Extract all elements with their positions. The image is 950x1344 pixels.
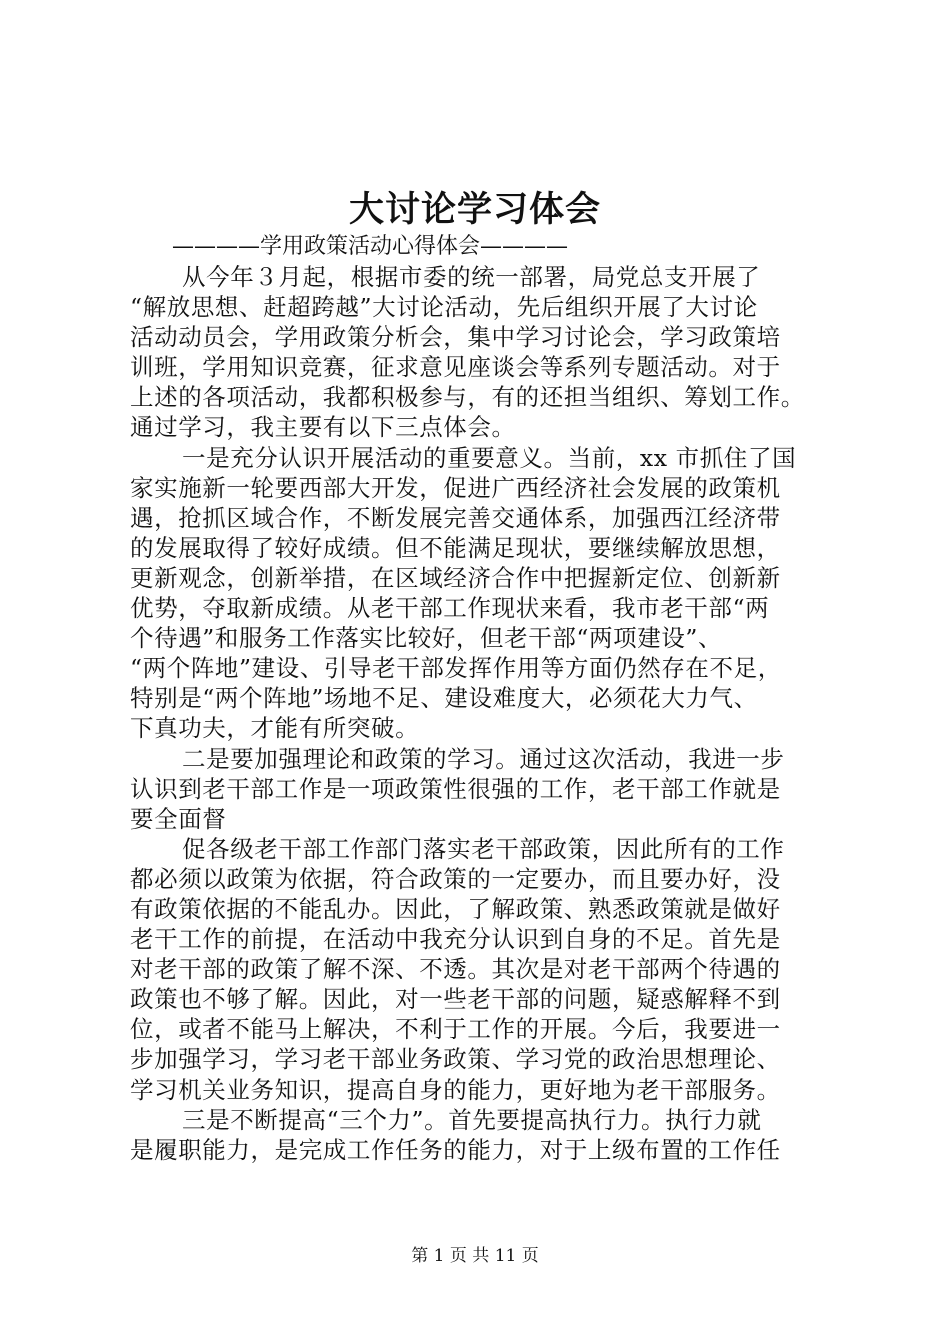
body-line: 对老干部的政策了解不深、不透。其次是对老干部两个待遇的: [130, 955, 781, 984]
document-subtitle: ————学用政策活动心得体会————: [172, 234, 569, 259]
body-line: 遇，抢抓区域合作，不断发展完善交通体系，加强西江经济带: [130, 503, 781, 532]
body-line: 通过学习，我主要有以下三点体会。: [130, 413, 516, 442]
body-line: 位，或者不能马上解决，不利于工作的开展。今后，我要进一: [130, 1015, 781, 1044]
body-line: 三是不断提高“三个力”。首先要提高执行力。执行力就: [182, 1105, 762, 1134]
body-line: 老干工作的前提，在活动中我充分认识到自身的不足。首先是: [130, 925, 781, 954]
body-line: “两个阵地”建设、引导老干部发挥作用等方面仍然存在不足，: [130, 654, 782, 683]
body-line: 下真功夫，才能有所突破。: [130, 714, 420, 743]
body-line: 要全面督: [130, 804, 227, 833]
body-line: 个待遇”和服务工作落实比较好，但老干部“两项建设”、: [130, 624, 723, 653]
body-line: 步加强学习，学习老干部业务政策、学习党的政治思想理论、: [130, 1045, 781, 1074]
body-line: 学习机关业务知识，提高自身的能力，更好地为老干部服务。: [130, 1075, 781, 1104]
page-footer: 第 1 页 共 11 页: [411, 1246, 539, 1266]
body-line: 从今年３月起，根据市委的统一部署，局党总支开展了: [182, 263, 761, 291]
document-title: 大讨论学习体会: [348, 189, 601, 230]
body-line: 优势，夺取新成绩。从老干部工作现状来看，我市老干部“两: [130, 594, 770, 623]
body-line: 上述的各项活动，我都积极参与，有的还担当组织、筹划工作。: [130, 383, 805, 412]
body-line: 促各级老干部工作部门落实老干部政策，因此所有的工作: [182, 834, 785, 863]
body-line: 政策也不够了解。因此，对一些老干部的问题，疑惑解释不到: [130, 985, 781, 1014]
body-line: 是履职能力，是完成工作任务的能力，对于上级布置的工作任: [130, 1135, 781, 1164]
body-line: 更新观念，创新举措，在区域经济合作中把握新定位、创新新: [130, 563, 781, 592]
body-line: “解放思想、赶超跨越”大讨论活动，先后组织开展了大讨论: [130, 293, 758, 322]
body-line: 认识到老干部工作是一项政策性很强的工作，老干部工作就是: [130, 774, 781, 803]
body-line: 有政策依据的不能乱办。因此，了解政策、熟悉政策就是做好: [130, 894, 781, 923]
body-line: 家实施新一轮要西部大开发，促进广西经济社会发展的政策机: [130, 473, 781, 502]
body-line: 二是要加强理论和政策的学习。通过这次活动，我进一步: [182, 744, 785, 773]
body-line: 训班，学用知识竞赛，征求意见座谈会等系列专题活动。对于: [130, 353, 781, 382]
document-body: [130, 262, 850, 1165]
body-line: 活动动员会，学用政策分析会，集中学习讨论会，学习政策培: [130, 323, 781, 352]
body-line: 一是充分认识开展活动的重要意义。当前，xx 市抓住了国: [182, 443, 797, 472]
body-line: 都必须以政策为依据，符合政策的一定要办，而且要办好，没: [130, 864, 781, 893]
body-line: 特别是“两个阵地”场地不足、建设难度大，必须花大力气、: [130, 684, 758, 713]
body-line: 的发展取得了较好成绩。但不能满足现状，要继续解放思想，: [130, 533, 781, 562]
